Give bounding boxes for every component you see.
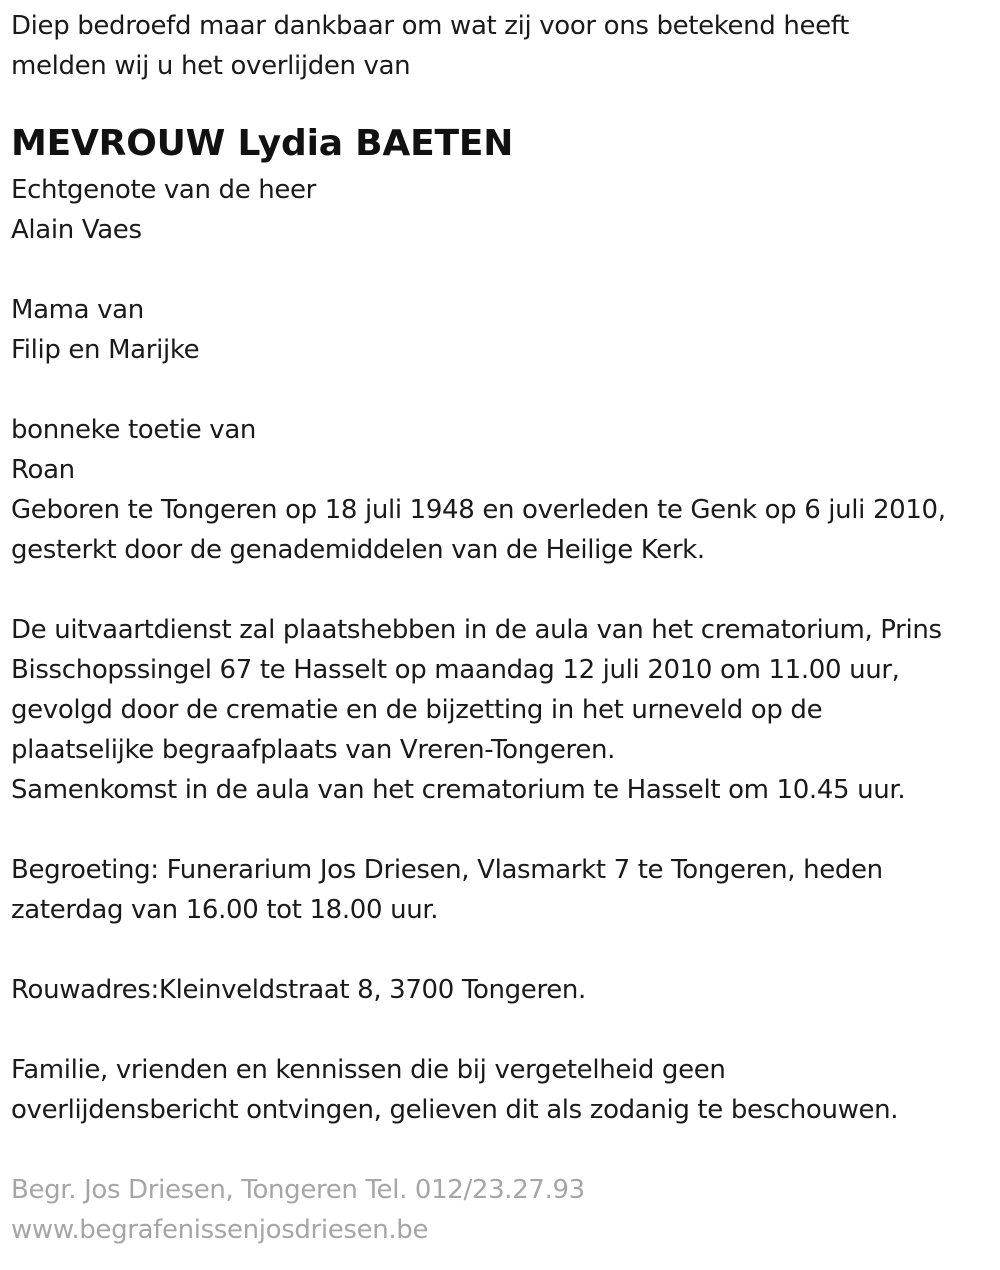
closing-section [11,1050,996,1130]
birth-death-line-1: Geboren te Tongeren op 18 juli 1948 en overleden te Genk op 6 juli 2010, [11,495,946,525]
footer-website: www.begrafenissenjosdriesen.be [11,1215,429,1245]
service-line-5: Samenkomst in de aula van het crematorium te Hasselt om 10.45 uur. [11,775,906,805]
closing-line-1: Familie, vrienden en kennissen die bij vergetelheid geen [11,1055,726,1085]
spacer [11,1010,996,1050]
spacer [11,1130,996,1170]
grandchild-section [11,410,996,490]
mourning-address-line: Rouwadres:Kleinveldstraat 8, 3700 Tongeren. [11,975,586,1005]
intro-section [11,6,996,86]
intro-line-1: Diep bedroefd maar dankbaar om wat zij voor ons betekend heeft [11,11,849,41]
obituary-document [11,6,996,1250]
spacer [11,570,996,610]
spouse-line-1: Echtgenote van de heer [11,175,317,205]
greeting-line-2: zaterdag van 16.00 tot 18.00 uur. [11,895,439,925]
birth-death-line-2: gesterkt door de genademiddelen van de Heilige Kerk. [11,535,705,565]
deceased-name: MEVROUW Lydia BAETEN [11,123,514,164]
service-line-1: De uitvaartdienst zal plaatshebben in de aula van het crematorium, Prins [11,615,942,645]
service-line-2: Bisschopssingel 67 te Hasselt op maandag 12 juli 2010 om 11.00 uur, [11,655,900,685]
spouse-line-2: Alain Vaes [11,215,142,245]
service-section [11,610,996,810]
closing-line-2: overlijdensbericht ontvingen, gelieven dit als zodanig te beschouwen. [11,1095,899,1125]
grandchild-line-1: bonneke toetie van [11,415,257,445]
service-line-4: plaatselijke begraafplaats van Vreren-Tongeren. [11,735,616,765]
birth-death-section [11,490,996,570]
spouse-section [11,170,996,250]
intro-line-2: melden wij u het overlijden van [11,51,411,81]
children-section [11,290,996,370]
service-line-3: gevolgd door de crematie en de bijzetting in het urneveld op de [11,695,823,725]
spacer [11,250,996,290]
greeting-section [11,850,996,930]
spacer [11,370,996,410]
spacer [11,810,996,850]
children-line-2: Filip en Marijke [11,335,200,365]
footer-contact: Begr. Jos Driesen, Tongeren Tel. 012/23.27.93 [11,1175,585,1205]
greeting-line-1: Begroeting: Funerarium Jos Driesen, Vlasmarkt 7 te Tongeren, heden [11,855,883,885]
mourning-address-section [11,970,996,1010]
grandchild-line-2: Roan [11,455,75,485]
children-line-1: Mama van [11,295,144,325]
funeral-home-footer [11,1170,996,1250]
spacer [11,930,996,970]
